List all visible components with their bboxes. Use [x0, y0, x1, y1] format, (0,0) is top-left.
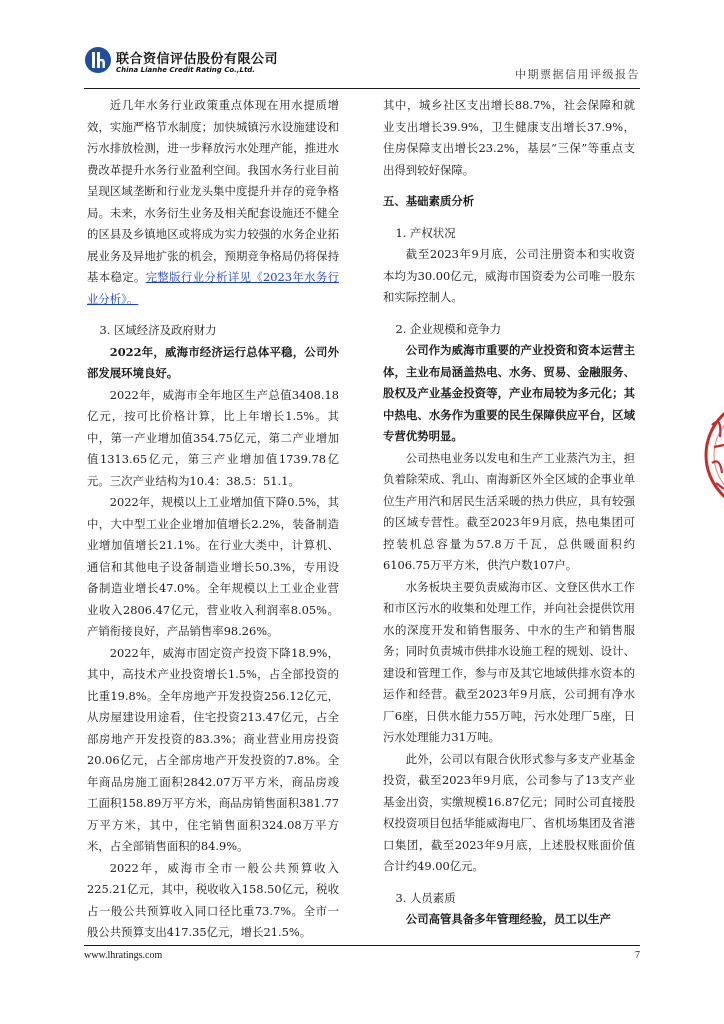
header-divider: [84, 88, 640, 89]
footer-url: www.lhratings.com: [84, 950, 163, 961]
page-header: [84, 46, 640, 88]
industry-analysis-link[interactable]: 完整版行业分析详见《2023年水务行业分析》。: [87, 270, 339, 306]
paragraph-summary: 公司作为威海市重要的产业投资和资本运营主体，主业布局涵盖热电、水务、贸易、金融服务、股权及产业基金投资等，产业布局较为多元化；其中热电、水务作为重要的民生保障供应平台，区域专营优势明显。: [383, 343, 635, 443]
paragraph-summary: 公司高管具备多年管理经验，员工以生产: [405, 912, 611, 926]
left-column: [87, 95, 339, 944]
paragraph-summary: 2022年，威海市经济运行总体平稳，公司外部发展环境良好。: [87, 344, 339, 380]
paragraph: 其中，城乡社区支出增长88.7%，社会保障和就业支出增长39.9%，卫生健康支出增长37.9%，住房保障支出增长23.2%，基层“三保”等重点支出得到较好保障。: [383, 98, 635, 177]
paragraph: 2022年，规模以上工业增加值下降0.5%，其中，大中型工业企业增加值增长2.2%，装备制造业增加值增长21.1%。在行业大类中，计算机、通信和其他电子设备制造业增长50.3%，专用设备制造业增长47.0%。全年规模以上工业企业营业收入2806.47亿元，营业收入利润率8.05%。产销衔接良好，产品销售率98.26%。: [87, 495, 339, 638]
right-column: [383, 95, 635, 931]
paragraph: 公司热电业务以发电和生产工业蒸汽为主，担负着除荣成、乳山、南海新区外全区域的企事业单位生产用汽和居民生活采暖的热力供应，具有较强的区域专营性。截至2023年9月底，热电集团可控装机总容量为57.8万千瓦，总供暖面积约6106.75万平方米，供汽户数107户。: [383, 450, 635, 572]
paragraph-text: 近几年水务行业政策重点体现在用水提质增效，实施严格节水制度；加快城镇污水设施建设和污水排放检测，进一步释放污水处理产能，推进水费改革提升水务行业盈利空间。我国水务行业目前呈现区域垄断和行业龙头集中度提升并存的竞争格局。未来，水务衍生业务及相关配套设施还不健全的区县及乡镇地区或将成为实力较强的水务企业拓展业务及异地扩张的机会，预期竞争格局仍将保持基本稳定。: [87, 98, 339, 284]
footer-divider: [84, 945, 640, 946]
company-name-cn: 联合资信评估股份有限公司: [116, 52, 279, 67]
paragraph: [87, 95, 339, 310]
subsection-heading-scale: 2. 企业规模和竞争力: [395, 321, 502, 336]
subsection-heading-personnel: 3. 人员素质: [395, 890, 456, 905]
page-number: 7: [635, 950, 640, 961]
report-title: 中期票据信用评级报告: [515, 68, 640, 81]
paragraph: 2022年，威海市全市一般公共预算收入225.21亿元，其中，税收收入158.50亿元，税收占一般公共预算收入同口径比重73.7%。全市一般公共预算支出417.35亿元，增长21.5%。: [87, 860, 339, 939]
company-name-en: China Lianhe Credit Rating Co.,Ltd.: [116, 66, 255, 74]
paragraph: 2022年，威海市全年地区生产总值3408.18亿元，按可比价格计算，比上年增长1.5%。其中，第一产业增加值354.75亿元，第二产业增加值1313.65亿元，第三产业增加值1739.78亿元。三次产业结构为10.4：38.5：51.1。: [87, 387, 339, 488]
subsection-heading-ownership: 1. 产权状况: [395, 225, 456, 240]
section-heading-basic-quality: 五、基础素质分析: [383, 194, 475, 208]
red-seal-stamp-icon: [700, 385, 724, 525]
lianhe-logo-icon: [84, 46, 112, 74]
paragraph: 2022年，威海市固定资产投资下降18.9%，其中，高技术产业投资增长1.5%，占全部投资的比重19.8%。全年房地产开发投资256.12亿元，从房屋建设用途看，住宅投资213.47亿元，占全部房地产开发投资的83.3%；商业营业用房投资20.06亿元，占全部房地产开发投资的7.8%。全年商品房施工面积2842.07万平方米，商品房竣工面积158.89万平方米，商品房销售面积381.77万平方米，其中，住宅销售面积324.08万平方米，占全部销售面积的84.9%。: [87, 645, 339, 853]
paragraph: 截至2023年9月底，公司注册资本和实收资本均为30.00亿元，威海市国资委为公司唯一股东和实际控制人。: [383, 247, 635, 304]
paragraph: 水务板块主要负责威海市区、文登区供水工作和市区污水的收集和处理工作，并向社会提供饮用水的深度开发和销售服务、中水的生产和销售服务；同时负责城市供排水设施工程的规划、设计、建设和管理工作，参与市及其它地域供排水资本的运作和经营。截至2023年9月底，公司拥有净水厂6座，日供水能力55万吨，污水处理厂5座，日污水处理能力31万吨。: [383, 579, 635, 744]
section-heading-regional-economy: 3. 区域经济及政府财力: [99, 323, 217, 337]
paragraph: 此外，公司以有限合伙形式参与多支产业基金投资，截至2023年9月底，公司参与了13支产业基金出资，实缴规模16.87亿元；同时公司直接股权投资项目包括华能威海电厂、省机场集团及省港口集团，截至2023年9月底，上述股权账面价值合计约49.00亿元。: [383, 751, 635, 873]
